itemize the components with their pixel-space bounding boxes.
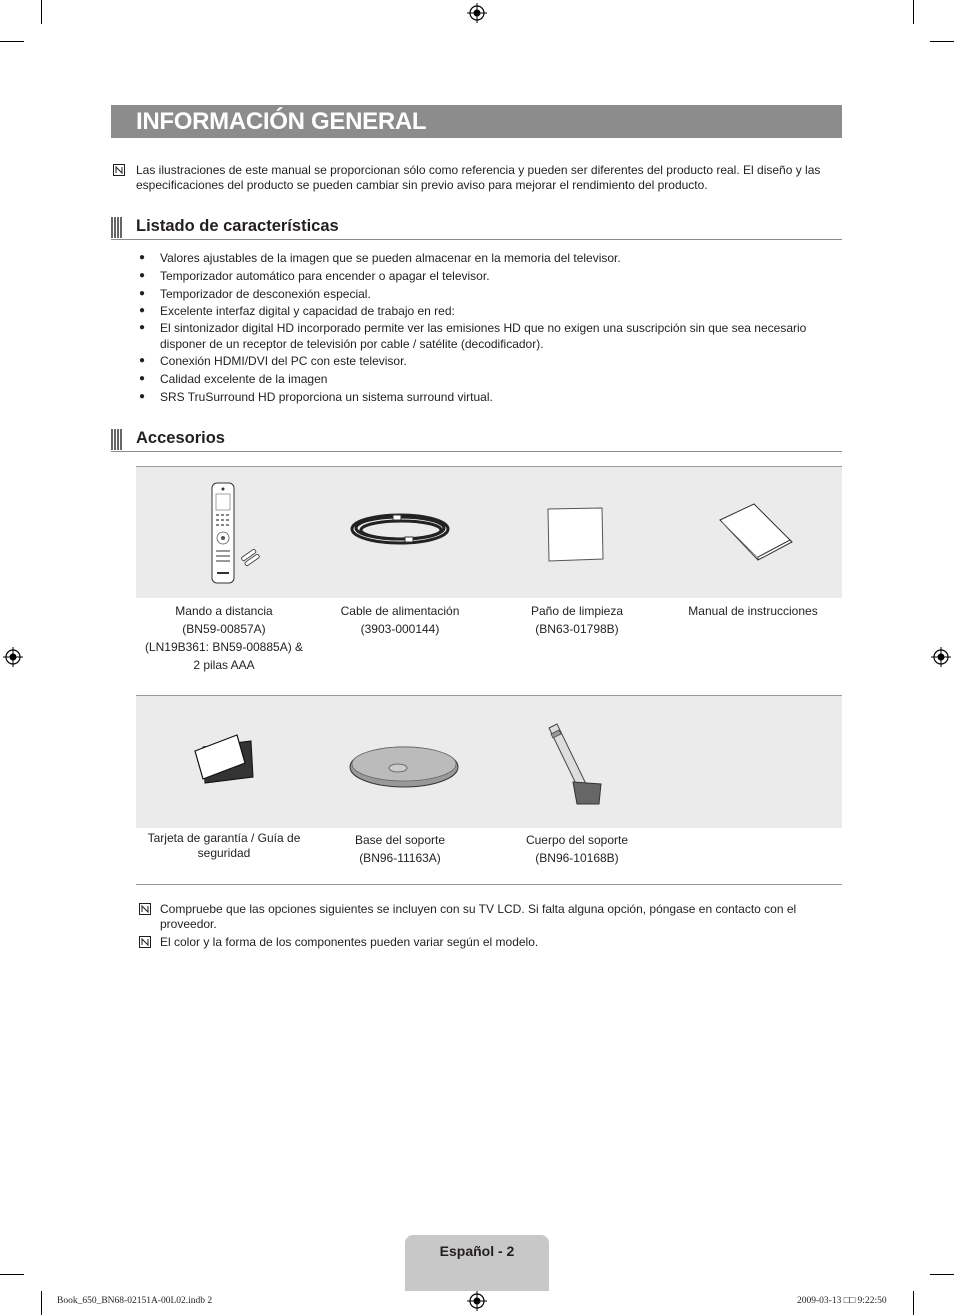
accessory-caption: [310, 831, 490, 867]
manual-icon: [718, 502, 796, 562]
accessory-caption-line: Base del soporte: [354, 833, 446, 847]
feature-list-item: Valores ajustables de la imagen que se pueden almacenar en la memoria del televisor.: [160, 251, 621, 265]
feature-list-item: Calidad excelente de la imagen: [160, 372, 328, 386]
crop-mark: [930, 1274, 954, 1275]
bullet-icon: ●: [139, 391, 146, 402]
accessory-caption: [663, 602, 843, 620]
accessory-caption-line: (BN59-00857A): [182, 622, 266, 636]
stand-body-icon: [543, 720, 605, 810]
page-title: INFORMACIÓN GENERAL: [136, 108, 427, 135]
note-icon: [139, 903, 151, 915]
features-heading-label: Listado de características: [136, 217, 339, 235]
bullet-icon: ●: [139, 322, 146, 333]
accessory-caption-line: Tarjeta de garantía / Guía de: [147, 831, 301, 845]
accessory-caption-line: (LN19B361: BN59-00885A) &: [144, 640, 304, 654]
accessory-caption-line: Cuerpo del soporte: [525, 833, 629, 847]
section-marker: [111, 217, 122, 238]
accessory-caption-line: Paño de limpieza: [530, 604, 624, 618]
stand-base-icon: [348, 742, 460, 790]
accessory-caption-line: seguridad: [197, 846, 251, 860]
accessory-caption-line: (BN96-10168B): [535, 851, 619, 865]
crop-mark: [0, 1274, 24, 1275]
registration-mark-icon: [931, 647, 951, 667]
note-icon: [113, 164, 125, 176]
registration-mark-icon: [3, 647, 23, 667]
warranty-card-icon: [193, 733, 257, 785]
feature-list-item: El sintonizador digital HD incorporado permite ver las emisiones HD que no exigen una suscripción sin que sea necesario disponer de un receptor de televisión por cable / satélite (decodificador).: [160, 321, 807, 351]
bullet-icon: ●: [139, 355, 146, 366]
title-bar: [111, 105, 842, 138]
remote-control-icon: [205, 480, 265, 586]
divider: [136, 884, 842, 885]
registration-mark-icon: [467, 3, 487, 23]
feature-list-item: Temporizador automático para encender o apagar el televisor.: [160, 269, 490, 283]
accessory-caption-line: Manual de instrucciones: [688, 604, 818, 618]
bullet-icon: ●: [139, 288, 146, 299]
cleaning-cloth-icon: [545, 507, 605, 563]
crop-mark: [913, 0, 914, 24]
feature-list-item: Conexión HDMI/DVI del PC con este televisor.: [160, 354, 407, 368]
crop-mark: [0, 41, 24, 42]
feature-list-item: Temporizador de desconexión especial.: [160, 287, 371, 301]
accessory-caption-line: 2 pilas AAA: [193, 658, 255, 672]
bullet-icon: ●: [139, 305, 146, 316]
bullet-icon: ●: [139, 252, 146, 263]
print-slug-left: Book_650_BN68-02151A-00L02.indb 2: [57, 1296, 213, 1306]
accessory-caption: [134, 602, 314, 674]
bullet-icon: ●: [139, 270, 146, 281]
crop-mark: [930, 41, 954, 42]
print-slug-right: 2009-03-13 □□ 9:22:50: [797, 1296, 887, 1306]
accessory-caption: [310, 602, 490, 638]
note-text: El color y la forma de los componentes pueden variar según el modelo.: [160, 935, 539, 949]
accessory-caption-line: (BN96-11163A): [359, 851, 441, 865]
feature-list-item: Excelente interfaz digital y capacidad de trabajo en red:: [160, 304, 455, 318]
crop-mark: [41, 0, 42, 24]
accessory-caption: [487, 831, 667, 867]
note-text: Compruebe que las opciones siguientes se incluyen con su TV LCD. Si falta alguna opción, póngase en contacto con el proveedor.: [160, 902, 797, 931]
intro-note-text: Las ilustraciones de este manual se proporcionan sólo como referencia y pueden ser diferentes del producto real. El diseño y las especificaciones del producto se pueden cambiar sin previo aviso para mejorar el rendimiento del producto.: [136, 163, 821, 192]
feature-list-item: SRS TruSurround HD proporciona un sistema surround virtual.: [160, 390, 493, 404]
accessory-caption: [134, 831, 314, 861]
accessory-caption: [487, 602, 667, 638]
bullet-icon: ●: [139, 373, 146, 384]
accessory-caption-line: Mando a distancia: [175, 604, 273, 618]
note-icon: [139, 936, 151, 948]
features-heading: [111, 216, 842, 240]
crop-mark: [913, 1291, 914, 1315]
accessories-heading: [111, 428, 842, 452]
accessory-caption-line: (3903-000144): [360, 622, 440, 636]
accessories-heading-label: Accesorios: [136, 429, 225, 447]
accessory-caption-line: Cable de alimentación: [340, 604, 460, 618]
crop-mark: [41, 1291, 42, 1315]
page-number: Español - 2: [439, 1243, 515, 1259]
section-marker: [111, 429, 122, 450]
power-cable-icon: [345, 505, 455, 553]
accessory-caption-line: (BN63-01798B): [535, 622, 619, 636]
page-number-tab: [405, 1235, 549, 1291]
registration-mark-icon: [467, 1291, 487, 1311]
